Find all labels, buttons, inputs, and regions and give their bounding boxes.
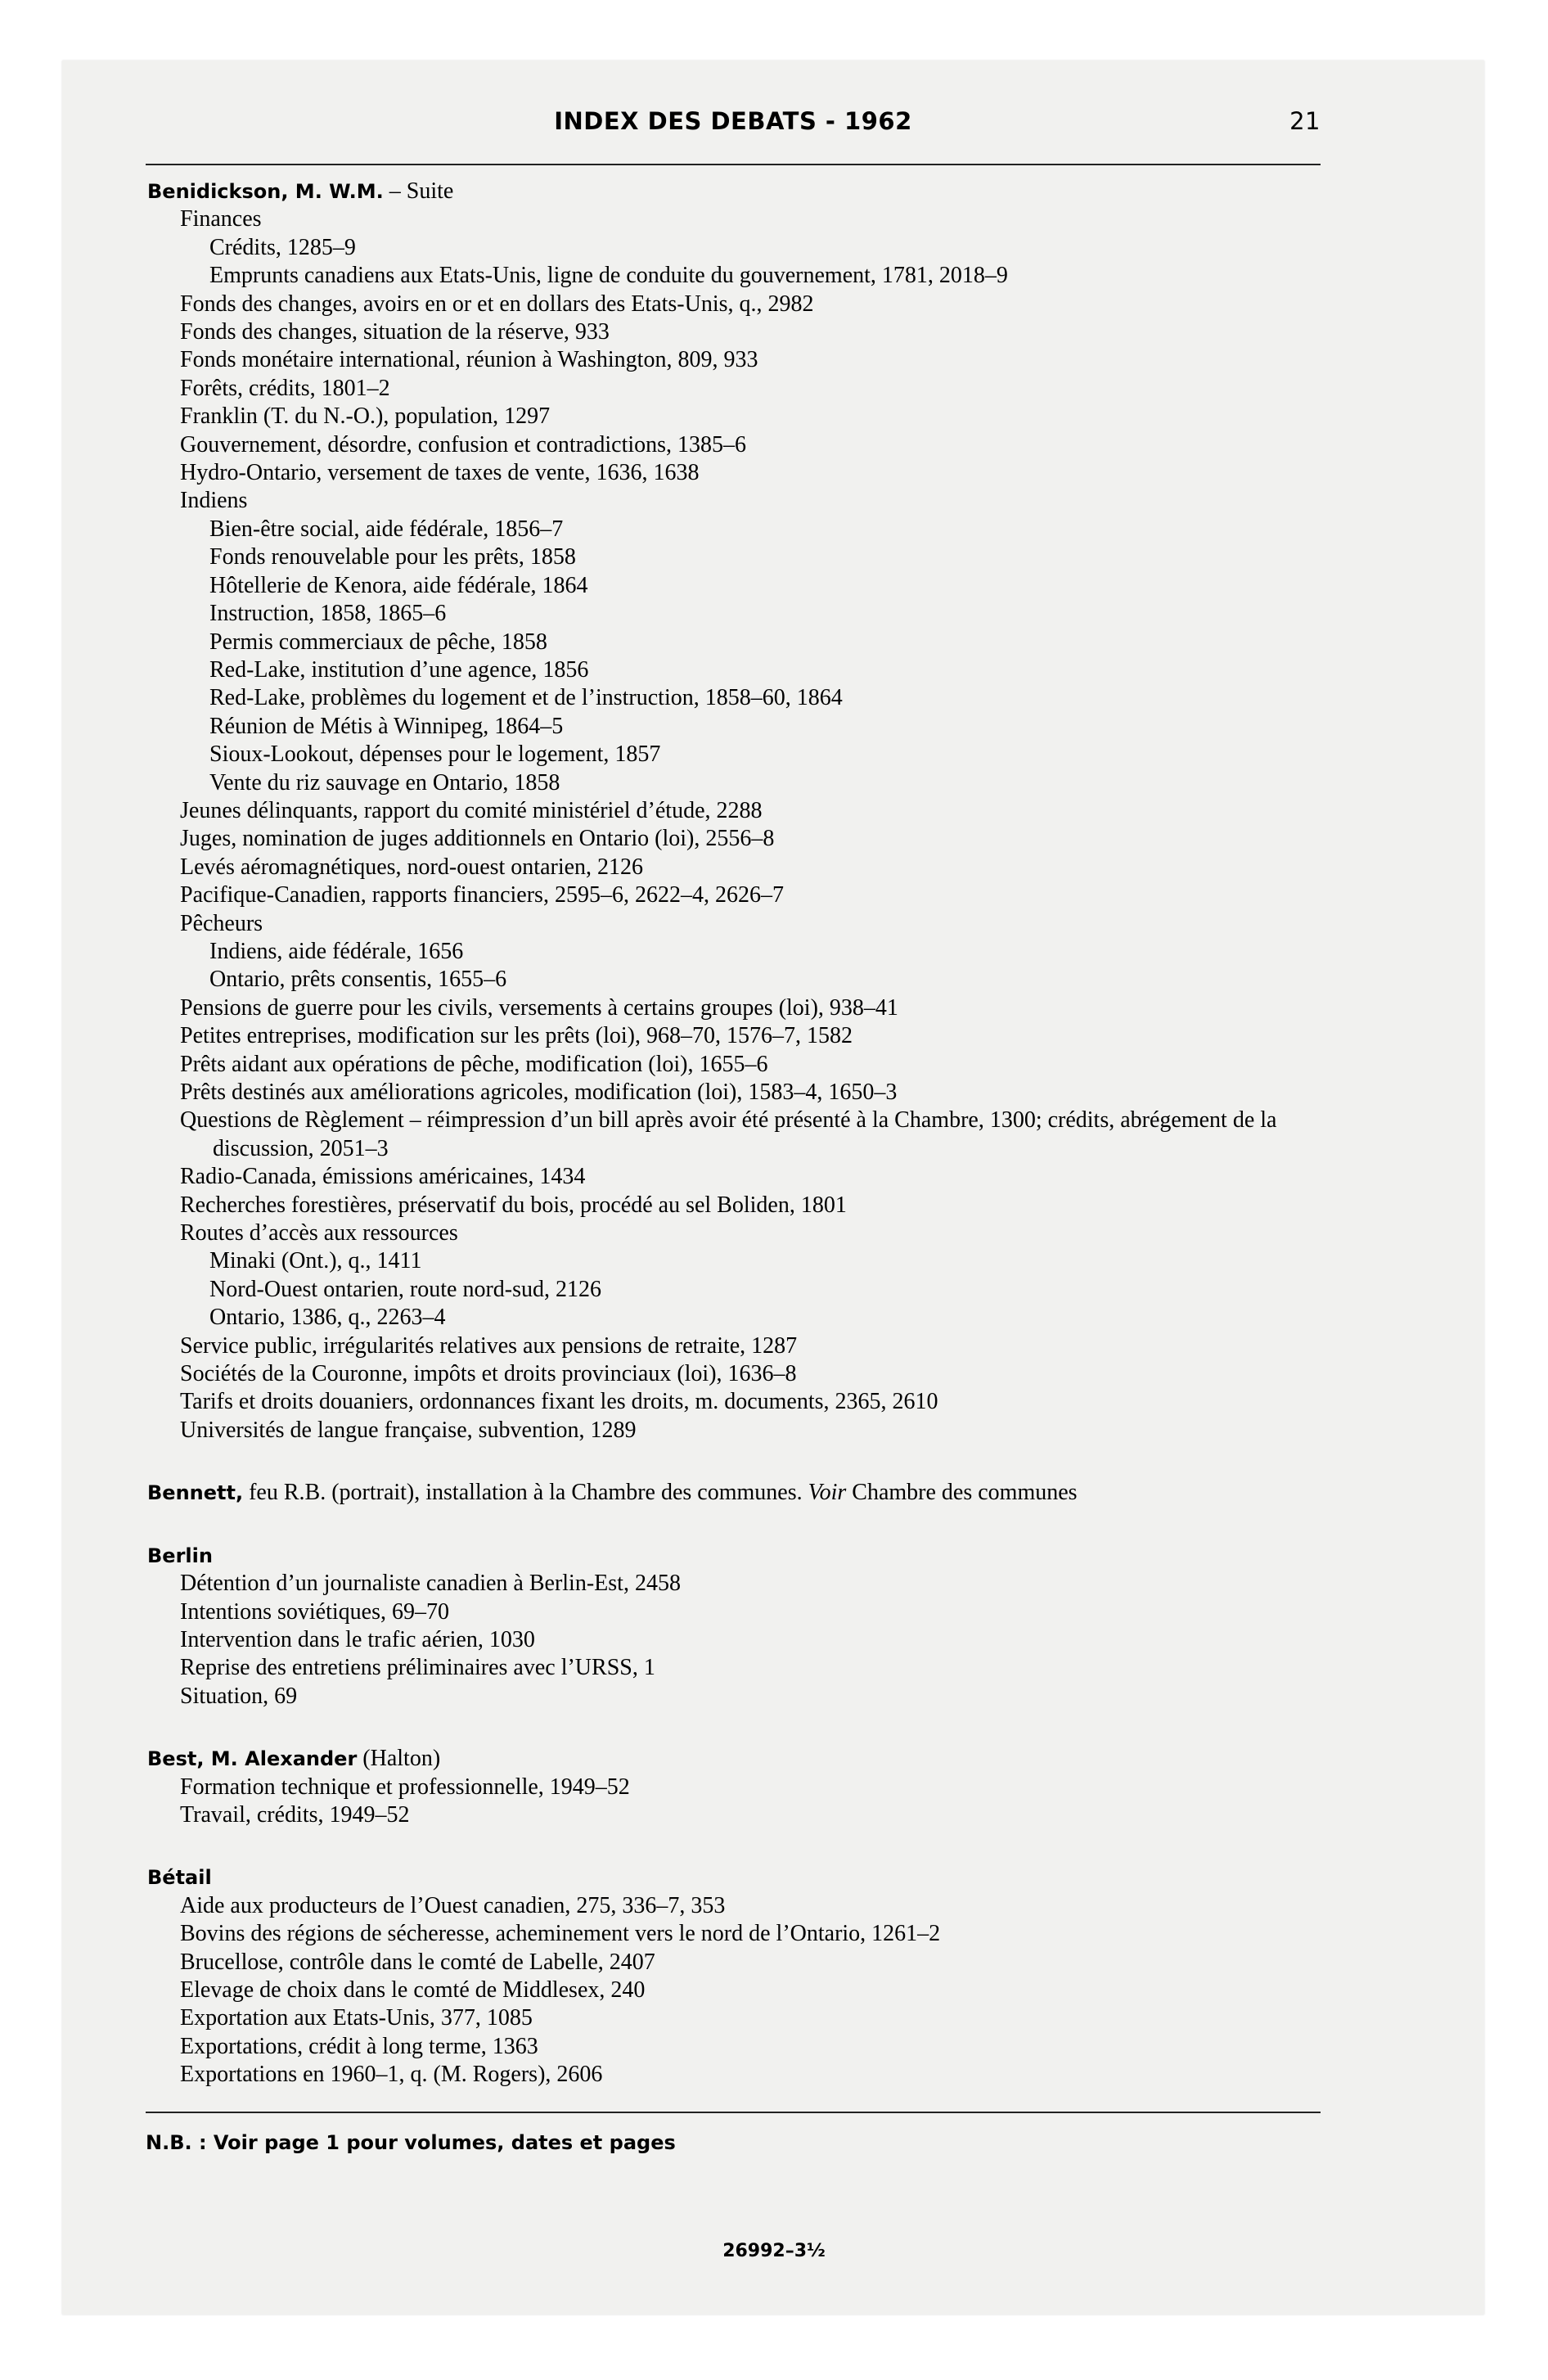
index-item: Petites entreprises, modification sur les prêts (loi), 968–70, 1576–7, 1582 — [180, 1023, 853, 1049]
index-item: Intervention dans le trafic aérien, 1030 — [180, 1626, 535, 1652]
index-subitem: Ontario, prêts consentis, 1655–6 — [209, 967, 507, 993]
entry-heading-line — [147, 1479, 1334, 1507]
entry-heading-after: Chambre des communes — [846, 1480, 1078, 1506]
index-subitem: Réunion de Métis à Winnipeg, 1864–5 — [209, 713, 564, 739]
index-item: Sociétés de la Couronne, impôts et droits provinciaux (loi), 1636–8 — [180, 1361, 797, 1387]
index-item: Juges, nomination de juges additionnels en Ontario (loi), 2556–8 — [180, 826, 775, 852]
index-subitem: Nord-Ouest ontarien, route nord-sud, 2126 — [209, 1276, 602, 1302]
index-item: Routes d’accès aux ressources — [180, 1220, 458, 1246]
index-item: Pensions de guerre pour les civils, versements à certains groupes (loi), 938–41 — [180, 994, 898, 1021]
page-header — [146, 107, 1321, 146]
index-subitem: Emprunts canadiens aux Etats-Unis, ligne de conduite du gouvernement, 1781, 2018–9 — [209, 263, 1008, 289]
index-item: Forêts, crédits, 1801–2 — [180, 375, 390, 401]
index-entry — [147, 1864, 1334, 2089]
index-subitem: Indiens, aide fédérale, 1656 — [209, 938, 464, 964]
index-body — [147, 178, 1334, 2089]
index-item: Questions de Règlement – réimpression d’un bill après avoir été présenté à la Chambre, 1300; crédits, abrégement de la discussion, 2051–3 — [180, 1107, 1277, 1161]
index-item: Fonds des changes, avoirs en or et en dollars des Etats-Unis, q., 2982 — [180, 291, 814, 317]
page-number: 21 — [1289, 107, 1321, 135]
index-item: Franklin (T. du N.-O.), population, 1297 — [180, 403, 551, 430]
index-subitem: Ontario, 1386, q., 2263–4 — [209, 1305, 446, 1331]
index-item: Prêts aidant aux opérations de pêche, modification (loi), 1655–6 — [180, 1051, 768, 1077]
footer-rule — [146, 2112, 1321, 2113]
index-item: Levés aéromagnétiques, nord-ouest ontarien, 2126 — [180, 854, 644, 880]
index-item: Service public, irrégularités relatives aux pensions de retraite, 1287 — [180, 1332, 798, 1359]
index-entry — [147, 1745, 1334, 1829]
index-item: Bovins des régions de sécheresse, acheminement vers le nord de l’Ontario, 1261–2 — [180, 1921, 941, 1947]
entry-heading: Bétail — [147, 1866, 212, 1890]
index-item: Recherches forestières, préservatif du bois, procédé au sel Boliden, 1801 — [180, 1192, 847, 1218]
entry-heading-line — [147, 178, 1334, 205]
index-item: Exportations en 1960–1, q. (M. Rogers), 2606 — [180, 2062, 603, 2088]
index-item: Indiens — [180, 488, 248, 514]
index-item: Gouvernement, désordre, confusion et contradictions, 1385–6 — [180, 431, 747, 458]
entry-heading: Bennett, — [147, 1481, 244, 1505]
index-subitem: Red-Lake, problèmes du logement et de l’instruction, 1858–60, 1864 — [209, 685, 843, 711]
footnote: N.B. : Voir page 1 pour volumes, dates et pages — [146, 2131, 676, 2154]
index-entry — [147, 178, 1334, 1445]
index-item: Finances — [180, 206, 262, 232]
index-item: Fonds monétaire international, réunion à Washington, 809, 933 — [180, 347, 758, 373]
entry-heading-line — [147, 1745, 1334, 1773]
entry-heading-rest: feu R.B. (portrait), installation à la Chambre des communes. — [243, 1480, 808, 1506]
index-item: Pacifique-Canadien, rapports financiers, 2595–6, 2622–4, 2626–7 — [180, 882, 784, 908]
entry-heading-rest: (Halton) — [357, 1746, 441, 1772]
header-rule — [146, 164, 1321, 165]
entry-see-reference: Voir — [808, 1480, 847, 1506]
index-entry — [147, 1479, 1334, 1507]
index-subitem: Hôtellerie de Kenora, aide fédérale, 1864 — [209, 572, 588, 598]
index-subitem: Bien-être social, aide fédérale, 1856–7 — [209, 516, 564, 542]
entry-heading: Best, M. Alexander — [147, 1747, 358, 1771]
index-subitem: Fonds renouvelable pour les prêts, 1858 — [209, 544, 576, 570]
index-item: Tarifs et droits douaniers, ordonnances fixant les droits, m. documents, 2365, 2610 — [180, 1389, 938, 1415]
index-item: Pêcheurs — [180, 910, 263, 936]
entry-heading: Benidickson, M. W.M. — [147, 180, 384, 203]
index-subitem: Red-Lake, institution d’une agence, 1856 — [209, 656, 589, 683]
entry-heading-rest: – Suite — [383, 178, 454, 204]
index-item: Universités de langue française, subvention, 1289 — [180, 1417, 637, 1443]
index-item: Reprise des entretiens préliminaires avec l’URSS, 1 — [180, 1655, 655, 1681]
page-title: INDEX DES DEBATS - 1962 — [554, 107, 912, 135]
index-item: Exportation aux Etats-Unis, 377, 1085 — [180, 2005, 533, 2031]
index-item: Exportations, crédit à long terme, 1363 — [180, 2033, 538, 2059]
index-item: Prêts destinés aux améliorations agricoles, modification (loi), 1583–4, 1650–3 — [180, 1080, 898, 1105]
index-subitem: Vente du riz sauvage en Ontario, 1858 — [209, 769, 560, 796]
index-item: Brucellose, contrôle dans le comté de Labelle, 2407 — [180, 1949, 655, 1975]
entry-heading: Berlin — [147, 1544, 213, 1567]
index-item: Formation technique et professionnelle, 1949–52 — [180, 1774, 630, 1800]
index-item: Hydro-Ontario, versement de taxes de vente, 1636, 1638 — [180, 460, 700, 486]
index-item: Détention d’un journaliste canadien à Berlin-Est, 2458 — [180, 1571, 681, 1597]
index-item: Travail, crédits, 1949–52 — [180, 1801, 410, 1828]
index-item: Radio-Canada, émissions américaines, 1434 — [180, 1164, 586, 1190]
index-item: Fonds des changes, situation de la réserve, 933 — [180, 319, 610, 345]
index-subitem: Sioux-Lookout, dépenses pour le logement, 1857 — [209, 741, 661, 768]
index-subitem: Crédits, 1285–9 — [209, 234, 356, 260]
index-item: Aide aux producteurs de l’Ouest canadien, 275, 336–7, 353 — [180, 1892, 726, 1918]
entry-heading-line — [147, 1542, 1334, 1570]
index-entry — [147, 1542, 1334, 1711]
index-subitem: Permis commerciaux de pêche, 1858 — [209, 629, 547, 655]
index-item: Situation, 69 — [180, 1683, 298, 1709]
index-subitem: Instruction, 1858, 1865–6 — [209, 601, 447, 627]
page-id: 26992–3½ — [722, 2241, 826, 2261]
index-item: Jeunes délinquants, rapport du comité ministériel d’étude, 2288 — [180, 797, 763, 823]
index-item: Elevage de choix dans le comté de Middlesex, 240 — [180, 1977, 646, 2003]
index-subitem: Minaki (Ont.), q., 1411 — [209, 1248, 422, 1274]
index-item: Intentions soviétiques, 69–70 — [180, 1598, 449, 1625]
entry-heading-line — [147, 1864, 1334, 1891]
